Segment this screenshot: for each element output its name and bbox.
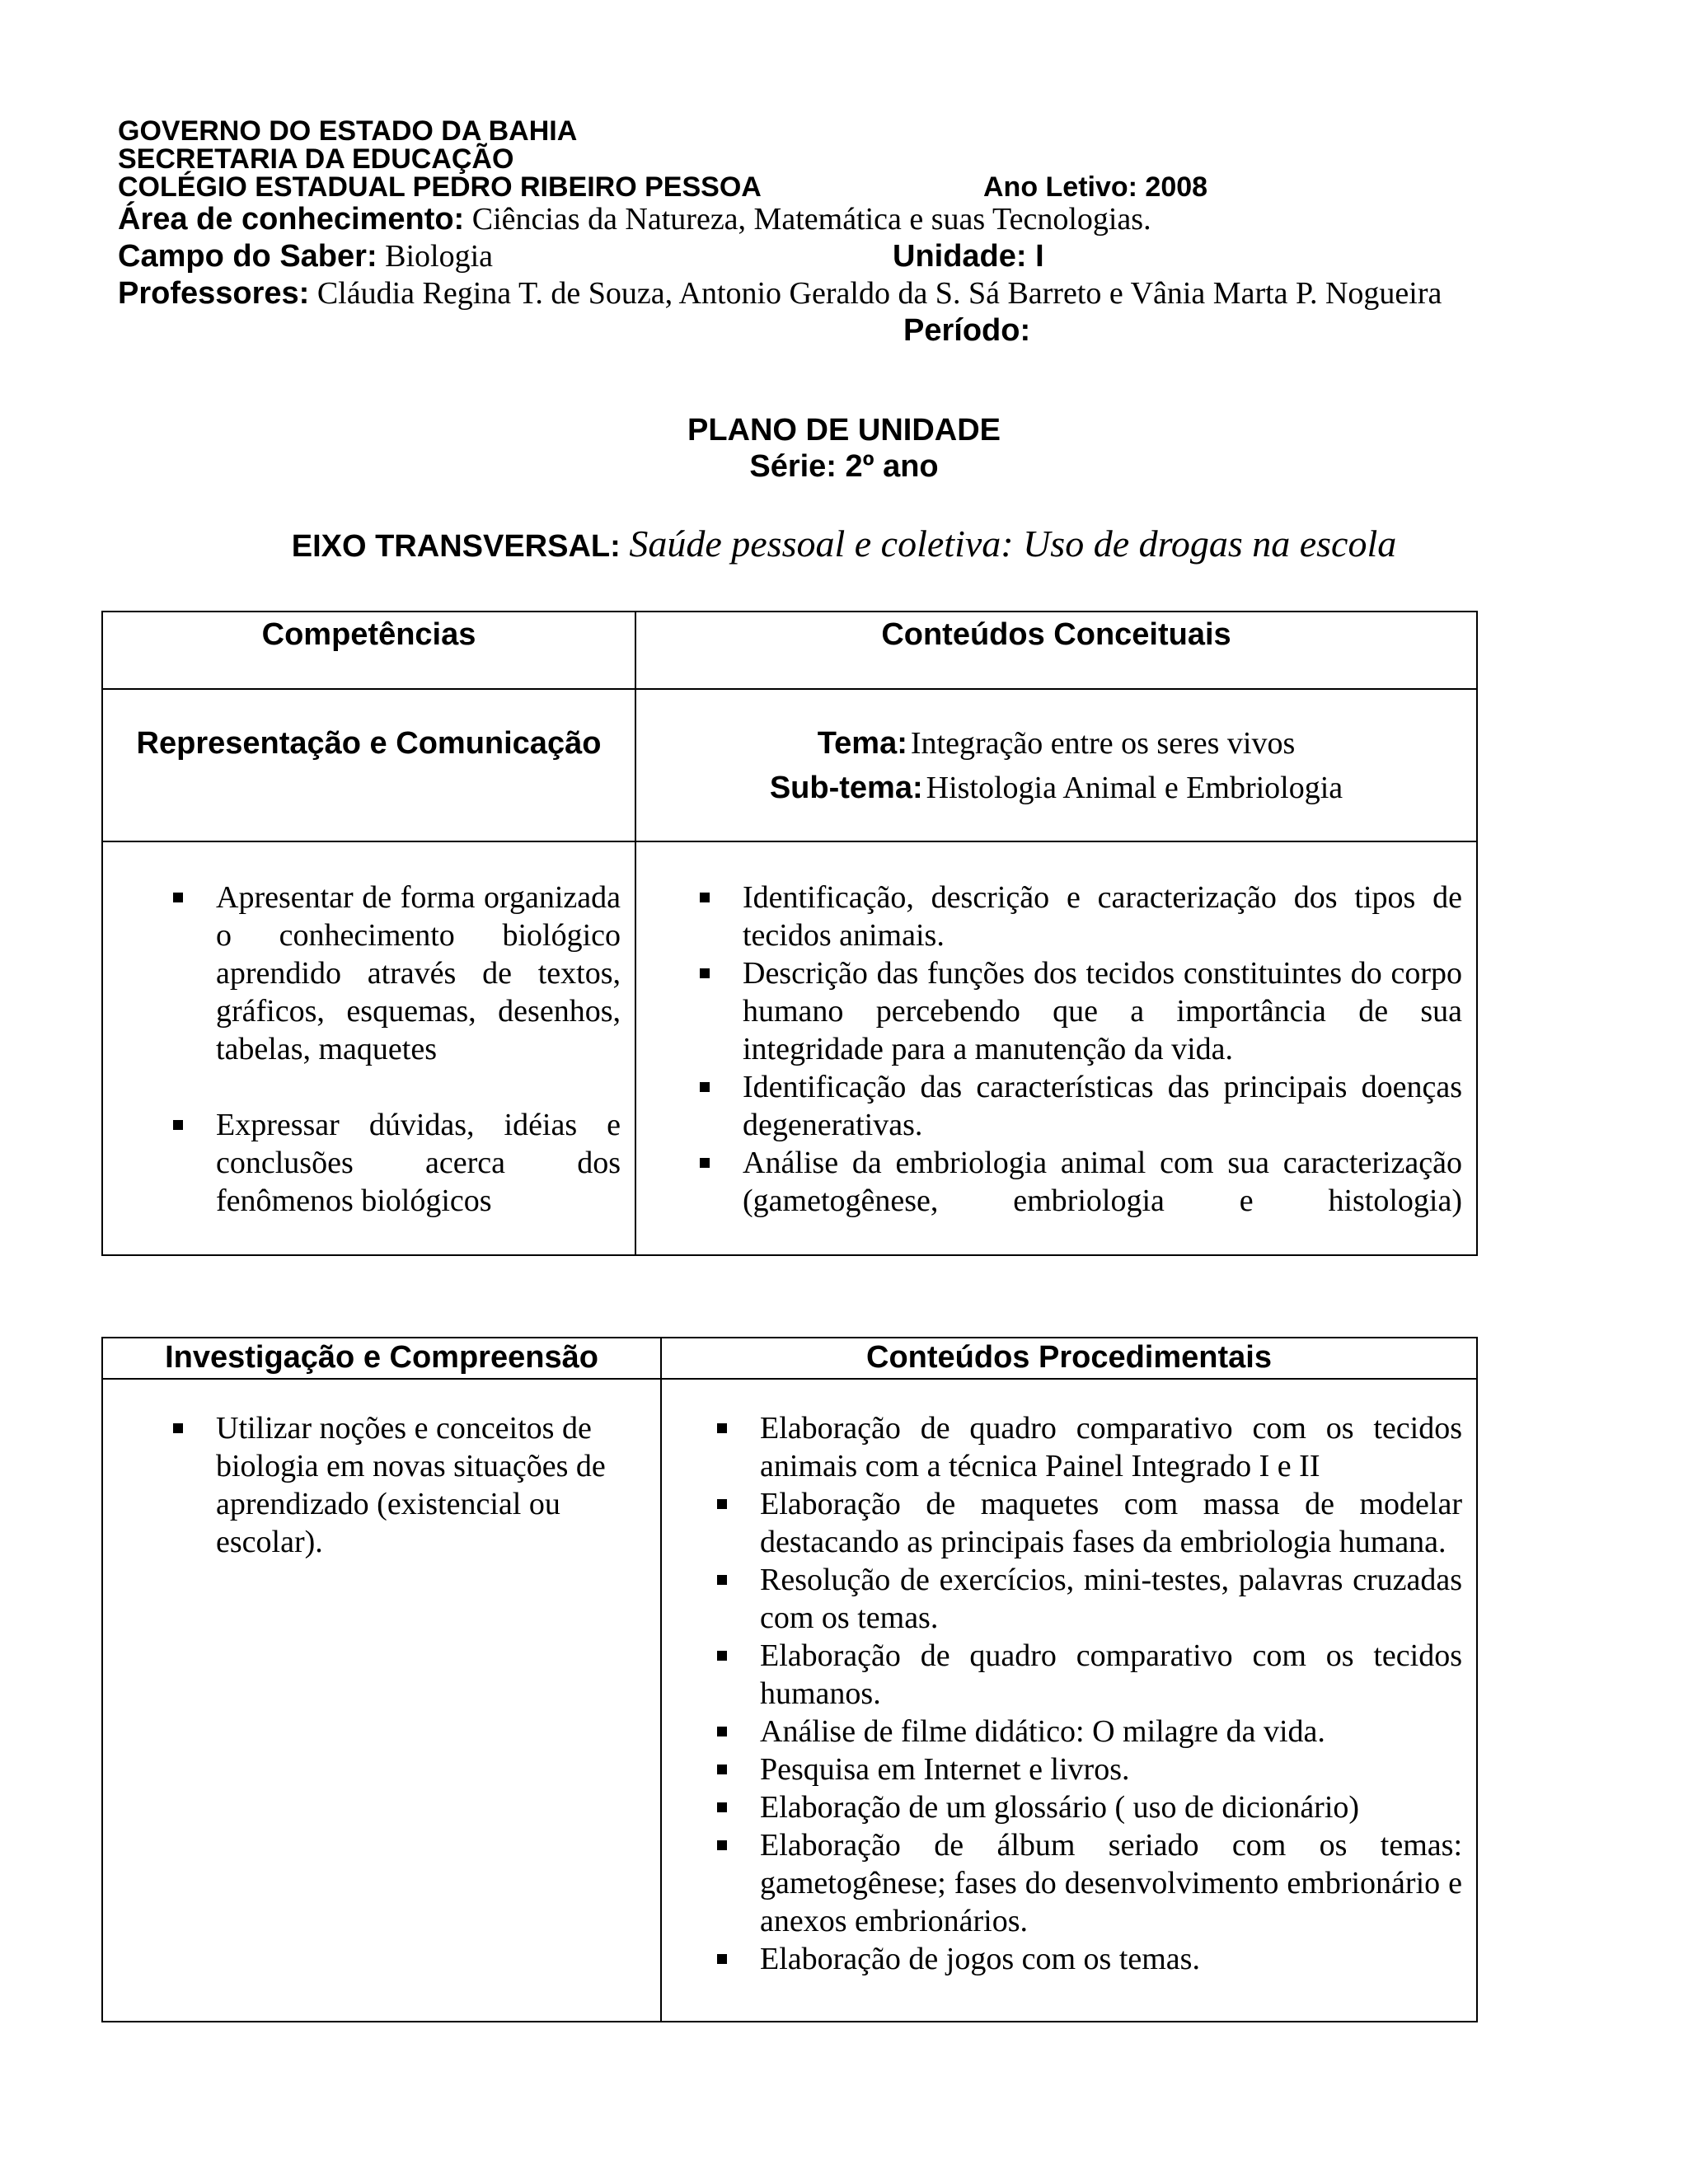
list-item: Análise da embriologia animal com sua caracterização (gametogênese, embriologia e histologia): [743, 1144, 1462, 1220]
table-cell: [635, 689, 1477, 841]
area-label: Área de conhecimento:: [118, 202, 465, 237]
area-line: [118, 201, 1519, 238]
ano-letivo: Ano Letivo: 2008: [983, 171, 1208, 203]
list-item: Identificação, descrição e caracterização dos tipos de tecidos animais.: [743, 879, 1462, 954]
bullet-icon: [700, 893, 710, 902]
bullet-icon: [717, 1727, 727, 1736]
table-cell: [661, 1379, 1477, 2022]
list-item: Elaboração de maquetes com massa de modelar destacando as principais fases da embriologia humana.: [760, 1485, 1462, 1561]
table-cell: [102, 841, 635, 1255]
table-header-cell: [635, 612, 1477, 689]
secretaria-line: SECRETARIA DA EDUCAÇÃO: [118, 143, 514, 175]
list-item: Resolução de exercícios, mini-testes, palavras cruzadas com os temas.: [760, 1561, 1462, 1637]
table-cell: [102, 689, 635, 841]
list-item: Pesquisa em Internet e livros.: [760, 1750, 1462, 1788]
table-header-row: [102, 1338, 1477, 1379]
bullet-icon: [700, 1158, 710, 1168]
list-item: Elaboração de um glossário ( uso de dicionário): [760, 1788, 1462, 1826]
list-item: Elaboração de jogos com os temas.: [760, 1940, 1462, 1978]
investigation-competencies-list: [216, 1409, 631, 1561]
tema-label: Tema:: [817, 726, 907, 761]
campo-value: Biologia: [385, 239, 493, 274]
list-item: Identificação das características das principais doenças degenerativas.: [743, 1068, 1462, 1144]
list-item: Elaboração de álbum seriado com os temas: gametogênese; fases do desenvolvimento embrionário e anexos embrionários.: [760, 1826, 1462, 1940]
bullet-icon: [700, 1082, 710, 1092]
document-header: [118, 117, 1519, 349]
tema-line: [636, 724, 1476, 769]
table-cell: [102, 1379, 661, 2022]
list-item: Utilizar noções e conceitos de biologia em novas situações de aprendizado (existencial ou escolar).: [216, 1409, 631, 1561]
list-item: Elaboração de quadro comparativo com os tecidos humanos.: [760, 1637, 1462, 1713]
periodo-line: [118, 312, 1519, 349]
tema-value: Integração entre os seres vivos: [910, 726, 1296, 761]
table-header-cell: [102, 1338, 661, 1379]
conteudos-conceituais-header: Conteúdos Conceituais: [881, 617, 1231, 652]
table-cell: [635, 841, 1477, 1255]
subtema-line: [636, 769, 1476, 813]
competencias-table: [101, 611, 1478, 1256]
table-row: [102, 841, 1477, 1255]
subtema-label: Sub-tema:: [769, 771, 923, 805]
bullet-icon: [717, 1954, 727, 1964]
colegio-name: COLÉGIO ESTADUAL PEDRO RIBEIRO PESSOA: [118, 171, 762, 203]
colegio-line: [118, 173, 1519, 201]
list-item: Elaboração de quadro comparativo com os tecidos animais com a técnica Painel Integrado I e II: [760, 1409, 1462, 1485]
procedimentais-table: [101, 1337, 1478, 2022]
area-value: Ciências da Natureza, Matemática e suas Tecnologias.: [471, 202, 1151, 237]
bullet-icon: [173, 893, 183, 902]
plan-serie: Série: 2º ano: [749, 449, 939, 484]
competence-group-label: Representação e Comunicação: [136, 726, 602, 761]
list-item: Descrição das funções dos tecidos constituintes do corpo humano percebendo que a importância de sua integridade para a manutenção da vida.: [743, 954, 1462, 1068]
professores-label: Professores:: [118, 276, 310, 311]
gov-line: GOVERNO DO ESTADO DA BAHIA: [118, 115, 578, 147]
procedural-contents-list: [760, 1409, 1462, 1978]
list-item: Expressar dúvidas, idéias e conclusões acerca dos fenômenos biológicos: [216, 1106, 621, 1220]
table-header-row: [102, 612, 1477, 689]
bullet-icon: [717, 1765, 727, 1774]
bullet-icon: [173, 1423, 183, 1433]
plan-title-block: [0, 412, 1688, 485]
eixo-label: EIXO TRANSVERSAL:: [291, 529, 621, 564]
plan-title: PLANO DE UNIDADE: [687, 413, 1001, 448]
bullet-icon: [717, 1499, 727, 1509]
table-row: [102, 689, 1477, 841]
investigacao-header: Investigação e Compreensão: [165, 1340, 598, 1375]
campo-line: [118, 238, 1519, 275]
competencies-list: [216, 879, 621, 1220]
competencias-header: Competências: [261, 617, 476, 652]
bullet-icon: [173, 1120, 183, 1130]
bullet-icon: [717, 1423, 727, 1433]
table-row: [102, 1379, 1477, 2022]
unidade-label: Unidade: I: [893, 239, 1044, 274]
conceptual-contents-list: [743, 879, 1462, 1220]
eixo-line: [0, 523, 1688, 567]
table-header-cell: [102, 612, 635, 689]
periodo-label: Período:: [903, 313, 1031, 348]
list-item: Apresentar de forma organizada o conhecimento biológico aprendido através de textos, gráficos, esquemas, desenhos, tabelas, maquetes: [216, 879, 621, 1068]
list-item: Análise de filme didático: O milagre da vida.: [760, 1713, 1462, 1750]
bullet-icon: [717, 1802, 727, 1812]
table-header-cell: [661, 1338, 1477, 1379]
eixo-value: Saúde pessoal e coletiva: Uso de drogas na escola: [629, 523, 1397, 565]
bullet-icon: [717, 1840, 727, 1850]
tema-block: [636, 690, 1476, 813]
professores-line: [118, 275, 1519, 312]
campo-label: Campo do Saber:: [118, 239, 377, 274]
professores-value: Cláudia Regina T. de Souza, Antonio Geraldo da S. Sá Barreto e Vânia Marta P. Nogueira: [316, 276, 1442, 311]
subtema-value: Histologia Animal e Embriologia: [926, 771, 1343, 805]
bullet-icon: [717, 1575, 727, 1585]
conteudos-procedimentais-header: Conteúdos Procedimentais: [866, 1340, 1272, 1375]
bullet-icon: [700, 968, 710, 978]
bullet-icon: [717, 1651, 727, 1661]
